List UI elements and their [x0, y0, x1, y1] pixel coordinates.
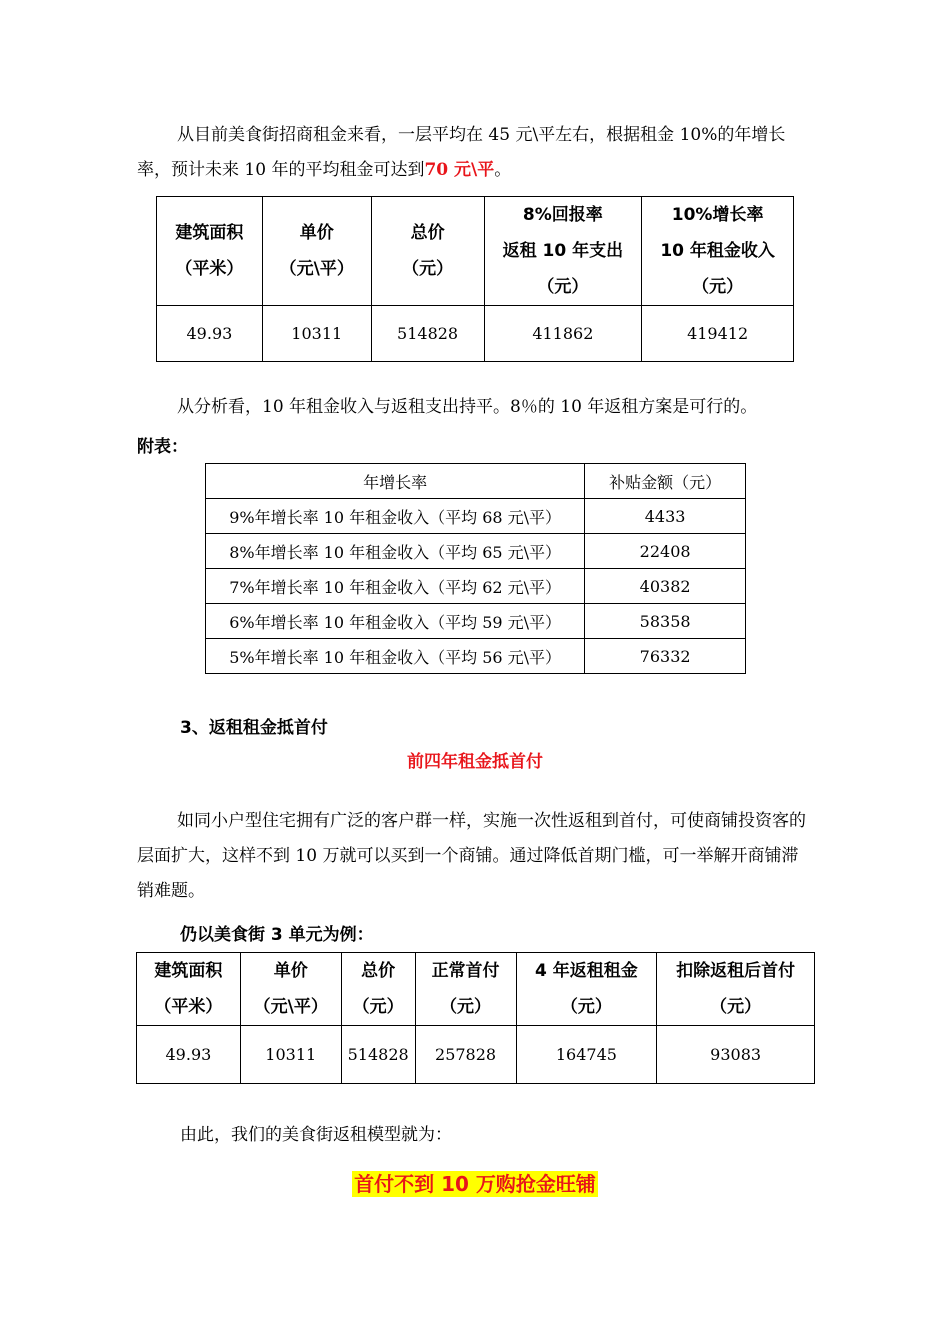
- cell-rate: 5%年增长率 10 年租金收入（平均 56 元\平）: [206, 639, 585, 674]
- header-return-expense: 8%回报率 返租 10 年支出 （元）: [484, 197, 642, 306]
- cell-unit-price: 10311: [240, 1026, 341, 1084]
- cell-rate: 8%年增长率 10 年租金收入（平均 65 元\平）: [206, 534, 585, 569]
- cell-subsidy: 40382: [585, 569, 746, 604]
- intro-text: 从目前美食街招商租金来看，一层平均在 45 元\平左右，根据租金 10%的年增长率，预计未来 10 年的平均租金可达到: [137, 125, 786, 180]
- cell-area: 49.93: [157, 306, 263, 362]
- slogan: 首付不到 10 万购抢金旺铺: [354, 1172, 596, 1196]
- cell-4yr-rent: 164745: [516, 1026, 657, 1084]
- analysis-paragraph: 从分析看，10 年租金收入与返租支出持平。8％的 10 年返租方案是可行的。: [177, 397, 758, 417]
- cell-rate: 7%年增长率 10 年租金收入（平均 62 元\平）: [206, 569, 585, 604]
- subsidy-table: [205, 463, 746, 674]
- section-paragraph: 如同小户型住宅拥有广泛的客户群一样，实施一次性返租到首付，可使商铺投资客的层面扩大，这样不到 10 万就可以买到一个商铺。通过降低首期门槛，可一举解开商铺滞销难题。: [137, 811, 806, 901]
- header-net-down-payment: 扣除返租后首付 （元）: [657, 953, 815, 1026]
- cell-area: 49.93: [137, 1026, 241, 1084]
- header-unit-price: 单价 （元\平）: [262, 197, 371, 306]
- cell-subsidy: 58358: [585, 604, 746, 639]
- table-header-row: [137, 953, 815, 1026]
- rent-return-table: [156, 196, 794, 362]
- cell-unit-price: 10311: [262, 306, 371, 362]
- intro-highlight: 70 元\平: [424, 160, 495, 180]
- table-row: [206, 499, 746, 534]
- table-header-row: [157, 197, 794, 306]
- header-total-price: 总价 （元）: [341, 953, 415, 1026]
- header-total-price: 总价 （元）: [371, 197, 484, 306]
- table-row: [206, 639, 746, 674]
- down-payment-table: [136, 952, 815, 1084]
- header-growth-rate: 年增长率: [206, 464, 585, 499]
- header-normal-down-payment: 正常首付 （元）: [415, 953, 516, 1026]
- section-subtitle: 前四年租金抵首付: [407, 752, 543, 772]
- slogan-container: [0, 1168, 950, 1197]
- cell-total-price: 514828: [341, 1026, 415, 1084]
- header-area: 建筑面积 （平米）: [157, 197, 263, 306]
- header-rent-income: 10%增长率 10 年租金收入 （元）: [642, 197, 794, 306]
- header-area: 建筑面积 （平米）: [137, 953, 241, 1026]
- cell-rate: 9%年增长率 10 年租金收入（平均 68 元\平）: [206, 499, 585, 534]
- appendix-title: 附表：: [137, 437, 188, 457]
- conclusion-line: 由此，我们的美食街返租模型就为：: [180, 1125, 452, 1145]
- intro-paragraph: [137, 118, 815, 188]
- cell-subsidy: 4433: [585, 499, 746, 534]
- table-row: [206, 569, 746, 604]
- header-4yr-rent: 4 年返租租金 （元）: [516, 953, 657, 1026]
- table-row: [206, 604, 746, 639]
- header-unit-price: 单价 （元\平）: [240, 953, 341, 1026]
- cell-net-down-payment: 93083: [657, 1026, 815, 1084]
- table-row: [206, 534, 746, 569]
- cell-rent-income: 419412: [642, 306, 794, 362]
- cell-rate: 6%年增长率 10 年租金收入（平均 59 元\平）: [206, 604, 585, 639]
- cell-total-price: 514828: [371, 306, 484, 362]
- section-heading: 3、返租租金抵首付: [180, 718, 328, 738]
- cell-subsidy: 76332: [585, 639, 746, 674]
- header-subsidy: 补贴金额（元）: [585, 464, 746, 499]
- cell-normal-down-payment: 257828: [415, 1026, 516, 1084]
- cell-return-expense: 411862: [484, 306, 642, 362]
- example-line: 仍以美食街 3 单元为例：: [180, 925, 374, 945]
- intro-end: 。: [494, 160, 512, 180]
- table-row: [157, 306, 794, 362]
- table-header-row: [206, 464, 746, 499]
- table-row: [137, 1026, 815, 1084]
- cell-subsidy: 22408: [585, 534, 746, 569]
